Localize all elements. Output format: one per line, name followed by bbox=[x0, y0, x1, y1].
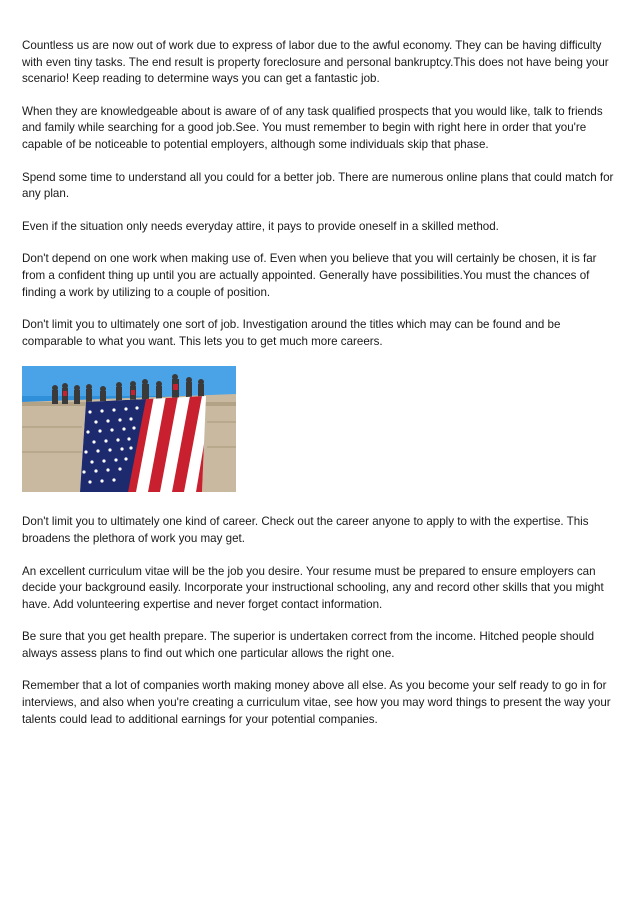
paragraph-1: Countless us are now out of work due to express of labor due to the awful economy. They can be having difficulty with even tiny tasks. The end result is property foreclosure and personal bankruptcy.This does not have being your scenario! Keep reading to determine ways you can get a fantastic job. bbox=[22, 39, 609, 86]
flag-photo bbox=[22, 366, 236, 492]
paragraph-9: Be sure that you get health prepare. The superior is undertaken correct from the income. Hitched people should always assess plans to find out which one particular allows the right one. bbox=[22, 630, 595, 660]
paragraph-6: Don't limit you to ultimately one sort of job. Investigation around the titles which may can be found and be comparable to what you want. This lets you to get much more careers. bbox=[22, 318, 561, 348]
flag-on-building-image bbox=[22, 366, 236, 492]
paragraph-10: Remember that a lot of companies worth making money above all else. As you become your self ready to go in for interviews, and also when you're creating a curriculum vitae, see how you may word things to present the way your talents could lead to additional earnings for your potential companies. bbox=[22, 679, 611, 726]
paragraph-4: Even if the situation only needs everyday attire, it pays to provide oneself in a skilled method. bbox=[22, 219, 499, 233]
paragraph-7: Don't limit you to ultimately one kind of career. Check out the career anyone to apply to with the expertise. This broadens the plethora of work you may get. bbox=[22, 515, 589, 545]
paragraph-8: An excellent curriculum vitae will be the job you desire. Your resume must be prepared to ensure employers can decide your background easily. Incorporate your instructional schooling, any and record other skills that you might have. Add volunteering expertise and never forget contact information. bbox=[22, 564, 604, 611]
paragraph-3: Spend some time to understand all you could for a better job. There are numerous online plans that could match for any plan. bbox=[22, 170, 614, 201]
paragraph-2: When they are knowledgeable about is aware of of any task qualified prospects that you would like, talk to friends and family while searching for a good job.See. You must remember to begin with right here in order that you're capable of be noticeable to potential employers, although some individuals skip that phase. bbox=[22, 104, 603, 151]
article-body bbox=[22, 38, 620, 744]
paragraph-5: Don't depend on one work when making use of. Even when you believe that you will certainly be chosen, it is far from a confident thing up until you are actually appointed. Generally have possibilities.You must the chances of finding a work by utilizing to a couple of position. bbox=[22, 252, 597, 299]
